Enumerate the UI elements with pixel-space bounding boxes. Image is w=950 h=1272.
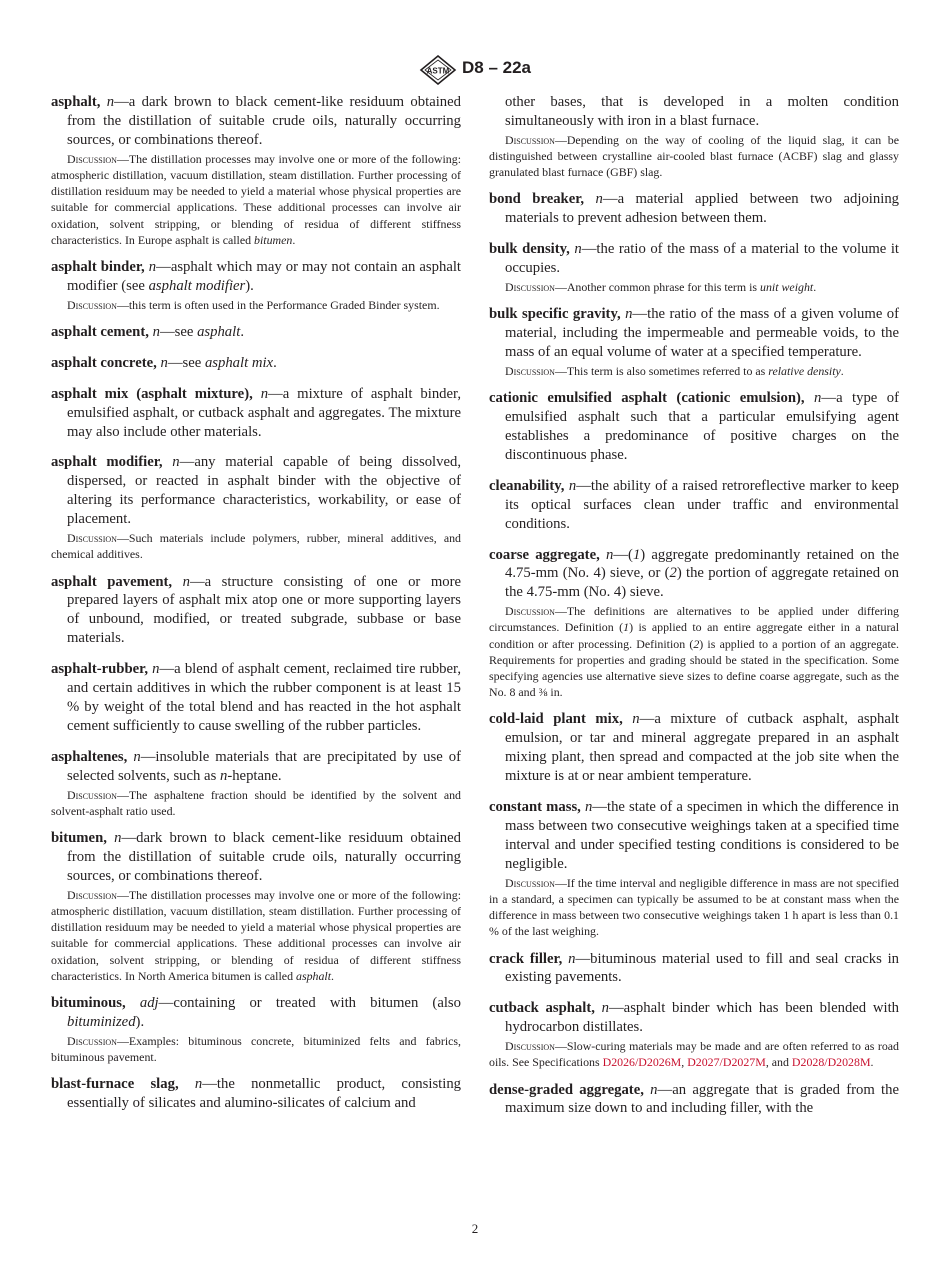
entry-asphalt: asphalt, n—a dark brown to black cement-like residuum obtained from the distillation of suitable crude oils, naturally occurring sources, or combinations thereof. (51, 94, 462, 148)
entry-asphalt-pavement: asphalt pavement, n—a structure consisting of one or more prepared layers of asphalt mix atop one or more supporting layers of unbound, modified, or treated subgrade, subbase or base materials. (51, 573, 462, 647)
entry-asphaltenes: asphaltenes, n—insoluble materials that are precipitated by use of selected solvents, such as n-heptane. (51, 748, 461, 784)
entry-asphalt-binder: asphalt binder, n—asphalt which may or may not contain an asphalt modifier (see asphalt modifier). (51, 258, 461, 294)
document-designation: D8 – 22a (462, 58, 531, 77)
astm-logo-icon (419, 55, 457, 85)
discussion-bulk-density: Discussion—Another common phrase for this term is unit weight. (505, 280, 817, 295)
entry-cutback-asphalt: cutback asphalt, n—asphalt binder which has been blended with hydrocarbon distillates. (489, 1000, 899, 1036)
discussion-bituminous: Discussion—Examples: bituminous concrete, bituminized felts and fabrics, bituminous pavement. (51, 1033, 461, 1064)
discussion-asphalt-binder: Discussion—this term is often used in the Performance Graded Binder system. (67, 297, 440, 312)
entry-bituminous: bituminous, adj—containing or treated with bitumen (also bituminized). (51, 994, 461, 1030)
ref-link-d2027[interactable]: D2027/D2027M (687, 1055, 766, 1070)
entry-asphalt-cement: asphalt cement, n—see asphalt. (51, 323, 244, 340)
discussion-bitumen: Discussion—The distillation processes may involve one or more of the following: atmospheric distillation, vacuum distillation, steam distillation. Further processing of distillation residuum may be needed to yield a material whose physical properties are suitable for commercial applications. These additional processes can involve air oxidation, solvent stripping, or blending of residua of different stiffness characteristics. In North America bitumen is called asphalt. (51, 887, 461, 983)
entry-bulk-specific-gravity: bulk specific gravity, n—the ratio of the mass of a given volume of material, including the impermeable and permeable voids, to the mass of an equal volume of water at a specified temperature. (489, 306, 899, 361)
entry-bitumen: bitumen, n—dark brown to black cement-like residuum obtained from the distillation of suitable crude oils, naturally occurring sources, or combinations thereof. (51, 829, 461, 884)
discussion-blast-furnace-slag: Discussion—Depending on the way of cooling of the liquid slag, it can be distinguished between crystalline air-cooled blast furnace (ACBF) slag and glassy granulated blast furnace (GBF) slag. (489, 132, 899, 180)
entry-coarse-aggregate: coarse aggregate, n—(1) aggregate predominantly retained on the 4.75-mm (No. 4) sieve, or (2) the portion of aggregate retained on the 4.75-mm (No. 4) sieve. (489, 546, 899, 601)
entry-asphalt-rubber: asphalt-rubber, n—a blend of asphalt cement, reclaimed tire rubber, and certain additives in which the rubber component is at least 15 % by weight of the total blend and has reacted in the hot asphalt cement sufficiently to cause swelling of the rubber particles. (51, 661, 462, 734)
discussion-asphaltenes: Discussion—The asphaltene fraction should be identified by the solvent and solvent-asphalt ratio used. (51, 787, 461, 818)
page-number: 2 (471, 1221, 479, 1236)
ref-link-d2028[interactable]: D2028/D2028M (791, 1055, 871, 1070)
entry-constant-mass: constant mass, n—the state of a specimen in which the difference in mass between two consecutive weighings taken at a specified time interval and under specified testing conditions is considered to be negligible. (489, 799, 899, 872)
entry-cationic-emulsified-asphalt: cationic emulsified asphalt (cationic emulsion), n—a type of emulsified asphalt such that a particular emulsifying agent establishes a predominance of positive charges on the discontinuous phase. (489, 390, 899, 463)
entry-asphalt-concrete: asphalt concrete, n—see asphalt mix. (51, 354, 277, 371)
ref-link-d2026[interactable]: D2026/D2026M (602, 1055, 682, 1070)
entry-dense-graded-aggregate: dense-graded aggregate, n—an aggregate that is graded from the maximum size down to and including filler, with the (489, 1081, 899, 1117)
entry-crack-filler: crack filler, n—bituminous material used to fill and seal cracks in existing pavements. (489, 950, 899, 986)
entry-asphalt-mix: asphalt mix (asphalt mixture), n—a mixture of asphalt binder, emulsified asphalt, or cutback asphalt and aggregates. The mixture may also include other materials. (51, 385, 462, 440)
entry-cold-laid-plant-mix: cold-laid plant mix, n—a mixture of cutback asphalt, asphalt emulsion, or tar and mineral aggregate prepared in an asphalt mixing plant, then spread and compacted at the job site when the mixture is at or near ambient temperature. (489, 711, 900, 785)
discussion-asphalt-modifier: Discussion—Such materials include polymers, rubber, mineral additives, and chemical additives. (51, 531, 461, 562)
discussion-bulk-specific-gravity: Discussion—This term is also sometimes referred to as relative density. (505, 363, 844, 378)
svg-text:ASTM: ASTM (426, 66, 450, 76)
entry-bulk-density: bulk density, n—the ratio of the mass of a material to the volume it occupies. (489, 241, 899, 277)
left-column (51, 93, 461, 1125)
discussion-cutback-asphalt: Discussion—Slow-curing materials may be made and are often referred to as road oils. See Specifications D2026/D2026M, D2027/D2027M, and D2028/D2028M. (489, 1039, 899, 1070)
entry-asphalt-modifier: asphalt modifier, n—any material capable of being dissolved, dispersed, or reacted in asphalt binder with the objective of altering its performance characteristics, workability, or ease of placement. (51, 454, 461, 528)
discussion-constant-mass: Discussion—If the time interval and negligible difference in mass are not specified in a standard, a specimen can typically be assumed to be at constant mass when the difference in mass between two consecutive weighings taken 1 h apart is less than 0.1 % of the last weighing. (489, 875, 899, 939)
right-column (489, 93, 899, 1130)
entry-bond-breaker: bond breaker, n—a material applied between two adjoining materials to prevent adhesion between them. (489, 191, 900, 227)
discussion-coarse-aggregate: Discussion—The definitions are alternatives to be applied under differing circumstances. Definition (1) is applied to an entire aggregate either in a natural condition or after processing. Definition (2) is applied to a portion of an aggregate. Requirements for properties and grading should be stated in the specification. Some specifying agencies use alternative sieve sizes to define coarse aggregate, such as the No. 8 and ⅜ in. (489, 604, 900, 700)
discussion-asphalt: Discussion—The distillation processes may involve one or more of the following: atmospheric distillation, vacuum distillation, steam distillation. Further processing of distillation residuum may be needed to yield a material whose physical properties are suitable for commercial applications. These additional processes can involve air oxidation, solvent stripping, or blending of residua of different stiffness characteristics. In Europe asphalt is called bitumen. (51, 151, 461, 247)
page-header (0, 55, 950, 85)
entry-blast-furnace-slag: blast-furnace slag, n—the nonmetallic product, consisting essentially of silicates and alumino-silicates of calcium and (51, 1076, 462, 1112)
entry-cleanability: cleanability, n—the ability of a raised retroreflective marker to keep its optical surfaces clean under traffic and environmental conditions. (489, 477, 899, 532)
entry-blast-furnace-slag-continued: other bases, that is developed in a molten condition simultaneously with iron in a blast furnace. (505, 94, 899, 129)
